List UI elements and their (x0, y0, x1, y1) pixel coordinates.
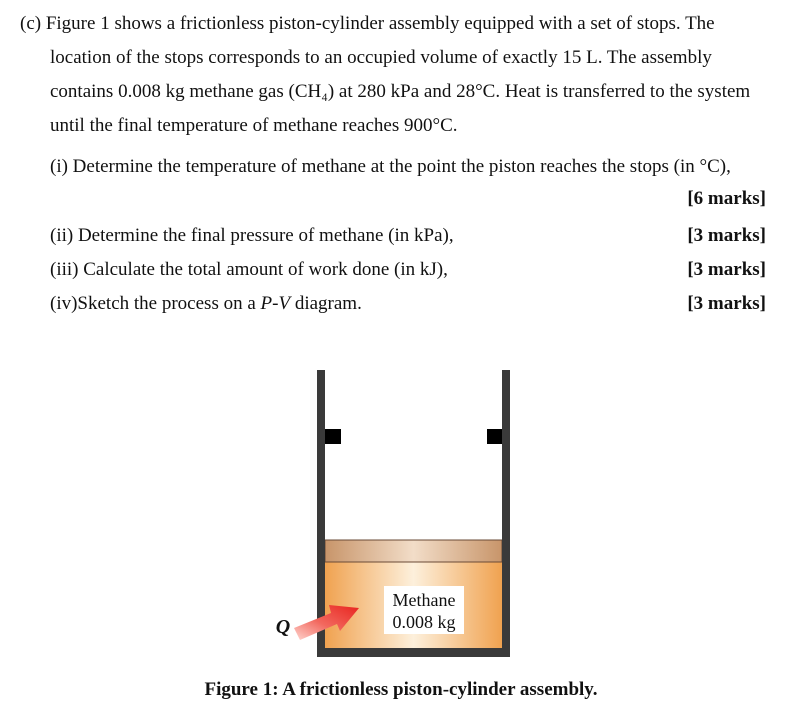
intro-line-4: until the final temperature of methane reaches 900°C. (50, 115, 458, 136)
part-iii-label: (iii) Calculate the total amount of work done (in kJ), (50, 259, 448, 280)
cylinder-base (317, 648, 510, 657)
part-i-marks: [6 marks] (687, 188, 766, 209)
left-stop (325, 429, 341, 444)
cylinder-right-wall (502, 370, 510, 657)
part-iv-prefix: (iv)Sketch the process on a (50, 293, 261, 314)
cylinder-left-wall (317, 370, 325, 657)
intro-line-1: (c) Figure 1 shows a frictionless piston-cylinder assembly equipped with a set of stops. The (20, 13, 715, 34)
gas-mass-label: 0.008 kg (392, 612, 456, 632)
piston (325, 540, 502, 562)
part-iii-marks: [3 marks] (687, 259, 766, 280)
right-stop (487, 429, 502, 444)
part-iv-suffix: diagram. (290, 293, 362, 314)
part-ii-marks: [3 marks] (687, 225, 766, 246)
part-ii-label: (ii) Determine the final pressure of methane (in kPa), (50, 225, 454, 246)
gas-name-label: Methane (392, 590, 456, 610)
part-iv-italic: P-V (260, 293, 291, 314)
heat-symbol: Q (275, 616, 291, 638)
intro-line-2: location of the stops corresponds to an occupied volume of exactly 15 L. The assembly (50, 47, 712, 68)
part-i-label: (i) Determine the temperature of methane at the point the piston reaches the stops (in °C), (50, 156, 731, 177)
figure-caption: Figure 1: A frictionless piston-cylinder assembly. (204, 679, 598, 700)
intro-line-3: contains 0.008 kg methane gas (CH₄) at 280 kPa and 28°C. Heat is transferred to the system (50, 81, 751, 102)
part-iv-marks: [3 marks] (687, 293, 766, 314)
